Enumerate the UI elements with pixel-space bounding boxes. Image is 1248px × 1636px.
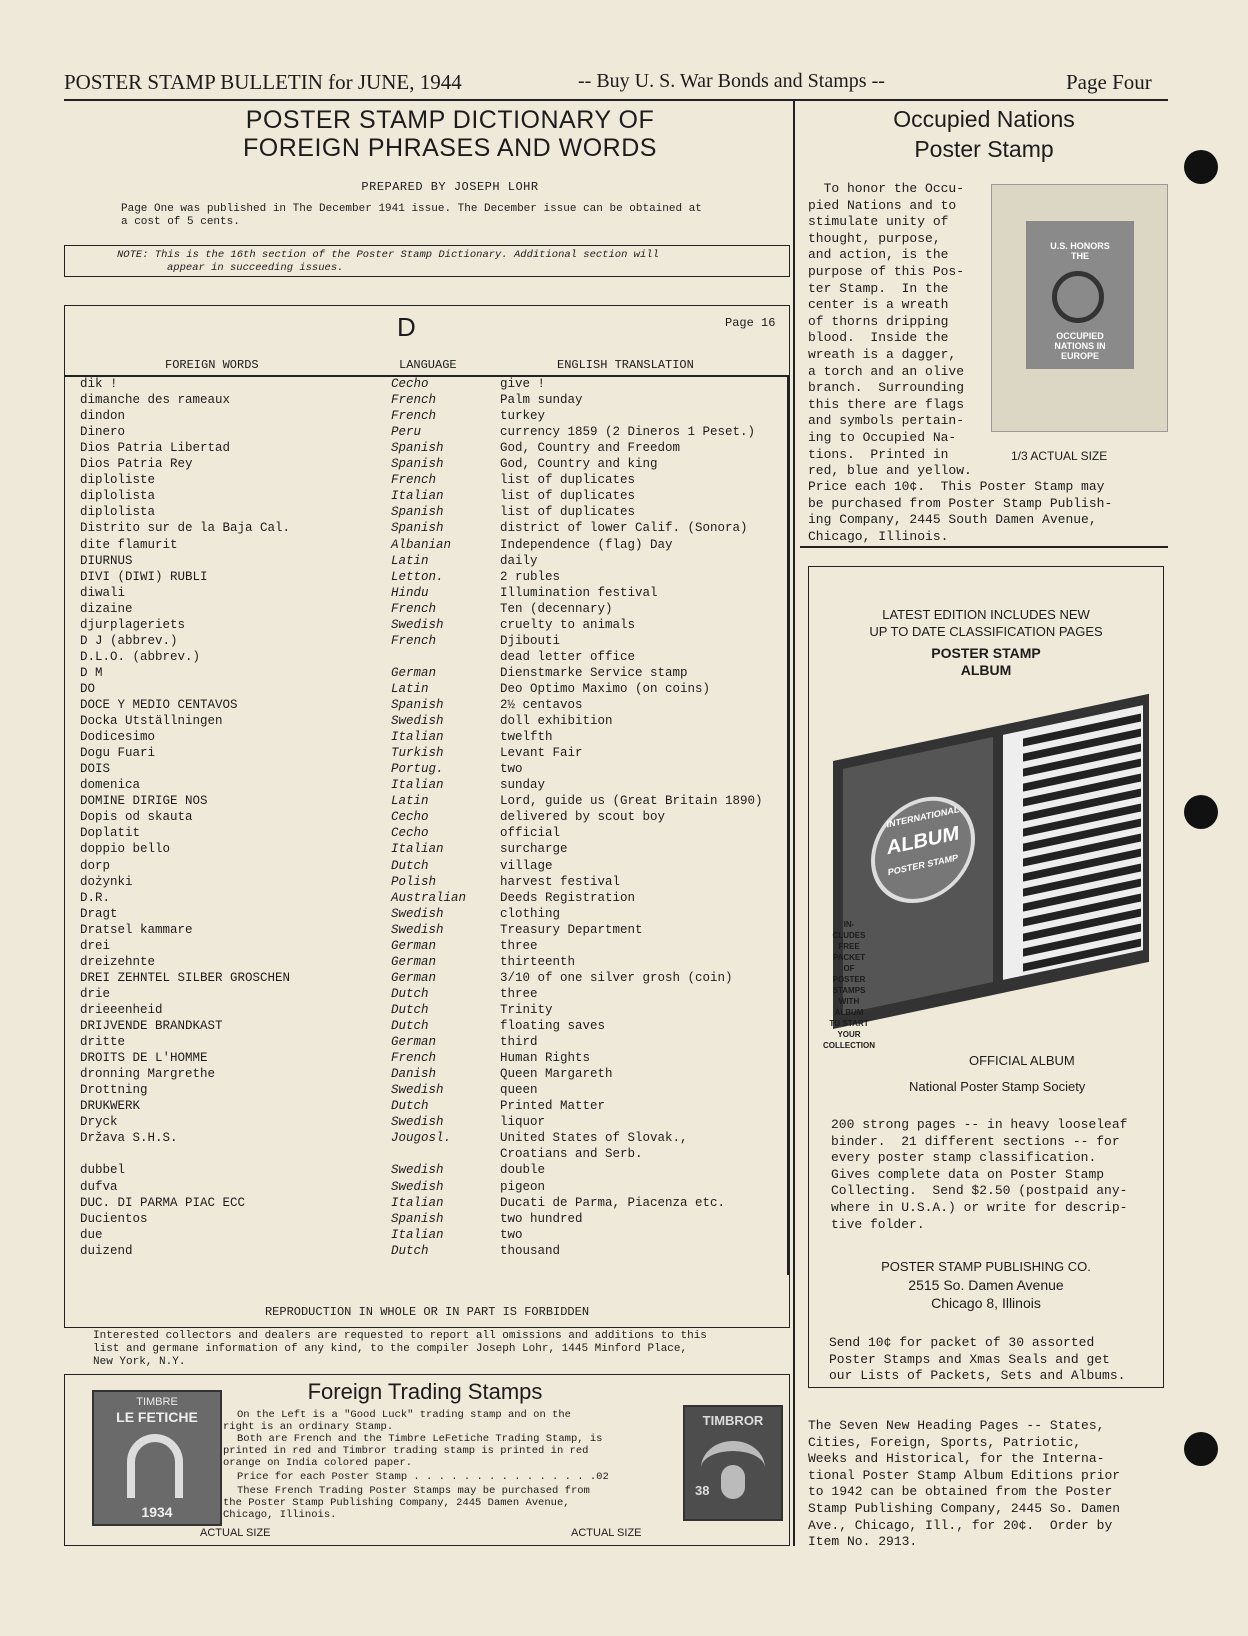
- entry-language: Swedish: [391, 922, 444, 937]
- entry-translation: doll exhibition: [500, 714, 613, 729]
- note-line1: NOTE: This is the 16th section of the Poster Stamp Dictionary. Additional section will: [117, 249, 659, 261]
- footer-line2: list and germane information of any kind, to the compiler Joseph Lohr, 1445 Minford Place,: [93, 1343, 688, 1355]
- entry-translation: Printed Matter: [500, 1099, 606, 1114]
- occupied-text-line: wreath is a dagger,: [808, 346, 957, 362]
- album-desc-line: where in U.S.A.) or write for descrip-: [831, 1199, 1128, 1215]
- entry-translation: surcharge: [500, 842, 568, 857]
- album-cover-line3: POSTER STAMP: [887, 852, 959, 878]
- entry-word: diplolista: [80, 489, 156, 504]
- entry-word: djurplageriets: [80, 617, 186, 632]
- entry-word: DRIJVENDE BRANDKAST: [80, 1019, 223, 1033]
- album-packet-line: Poster Stamps and Xmas Seals and get: [829, 1351, 1110, 1367]
- heading-pages-line: Cities, Foreign, Sports, Patriotic,: [808, 1434, 1082, 1450]
- entry-language: Swedish: [391, 617, 444, 632]
- entry-language: Swedish: [391, 1115, 444, 1130]
- occupied-text-line: thought, purpose,: [808, 230, 941, 246]
- entry-word: D.R.: [80, 890, 111, 905]
- entry-language: Swedish: [391, 1179, 444, 1194]
- footer-line3: New York, N.Y.: [93, 1356, 186, 1368]
- album-cover-line1: INTERNATIONAL: [886, 804, 960, 830]
- album-packet-line: our Lists of Packets, Sets and Albums.: [829, 1368, 1126, 1384]
- trading-p2-line3: orange on India colored paper.: [223, 1457, 413, 1469]
- entry-word: Docka Utställningen: [80, 714, 223, 729]
- entry-word: DREI ZEHNTEL SILBER GROSCHEN: [80, 970, 291, 985]
- entry-translation: Lord, guide us (Great Britain 1890): [500, 794, 763, 809]
- entry-word: diplolista: [80, 505, 156, 520]
- entry-translation: cruelty to animals: [500, 617, 636, 632]
- album-company: POSTER STAMP PUBLISHING CO.: [881, 1259, 1091, 1274]
- footer-line1: Interested collectors and dealers are requested to report all omissions and additions to this: [93, 1330, 707, 1342]
- entry-language: Cecho: [391, 377, 429, 391]
- entry-language: Spanish: [391, 441, 444, 456]
- includes-line: TO START: [829, 1019, 869, 1028]
- dictionary-title-line2: FOREIGN PHRASES AND WORDS: [243, 134, 657, 162]
- le-fetiche-year: 1934: [141, 1504, 173, 1520]
- entry-word: dindon: [80, 409, 126, 424]
- actual-size-left: ACTUAL SIZE: [200, 1527, 271, 1539]
- entry-language: Dutch: [391, 1099, 429, 1114]
- page-label: Page 16: [725, 316, 776, 330]
- occupied-price-line: be purchased from Poster Stamp Publish-: [808, 495, 1113, 511]
- album-desc-line: 200 strong pages -- in heavy looseleaf: [831, 1117, 1128, 1132]
- includes-line: STAMPS: [832, 986, 866, 995]
- column-divider: [793, 99, 795, 1546]
- entry-translation: two: [500, 1227, 523, 1242]
- binder-hole-top: [1184, 150, 1218, 184]
- entry-language: Spanish: [391, 505, 444, 520]
- entry-word: domenica: [80, 778, 141, 793]
- entry-translation: Deeds Registration: [500, 890, 636, 905]
- entry-word: DO: [80, 681, 96, 696]
- entry-word: Doplatit: [80, 826, 141, 841]
- entry-translation: Dienstmarke Service stamp: [500, 665, 688, 680]
- entry-language: German: [391, 970, 437, 985]
- entry-translation: dead letter office: [500, 649, 636, 664]
- occupied-title-line1: Occupied Nations: [893, 106, 1075, 132]
- entry-language: Italian: [391, 1195, 444, 1210]
- occupied-purchase-info: [808, 479, 1112, 545]
- entry-language: Latin: [391, 553, 429, 568]
- album-desc-line: every poster stamp classification.: [831, 1150, 1097, 1166]
- entry-word: Dios Patria Rey: [80, 457, 193, 472]
- entry-language: French: [391, 601, 437, 616]
- entry-word: dufva: [80, 1179, 118, 1194]
- album-cover-line2: ALBUM: [886, 822, 960, 860]
- trading-p1-line1: On the Left is a "Good Luck" trading stamp and on the: [237, 1409, 571, 1421]
- entry-translation: floating saves: [500, 1019, 606, 1033]
- entry-language: Dutch: [391, 858, 429, 873]
- entry-word: DROITS DE L'HOMME: [80, 1051, 208, 1066]
- trading-p3-line2: the Poster Stamp Publishing Company, 2445 Damen Avenue,: [223, 1497, 570, 1509]
- trading-p1-line2: right is an ordinary Stamp.: [223, 1421, 394, 1433]
- occupied-stamp-caption: 1/3 ACTUAL SIZE: [1011, 449, 1108, 463]
- entry-translation: list of duplicates: [500, 473, 636, 488]
- album-address2: Chicago 8, Illinois: [931, 1295, 1041, 1311]
- entry-translation: district of lower Calif. (Sonora): [500, 521, 748, 536]
- album-packet-offer: [829, 1335, 1125, 1385]
- album-head-line2: UP TO DATE CLASSIFICATION PAGES: [869, 624, 1103, 639]
- entry-translation: Levant Fair: [500, 746, 583, 761]
- binder-hole-bottom: [1184, 1432, 1218, 1466]
- entry-language: French: [391, 409, 437, 424]
- entry-language: Italian: [391, 842, 444, 857]
- header-publication: POSTER STAMP BULLETIN for JUNE, 1944: [64, 70, 462, 94]
- column-header-language: LANGUAGE: [399, 358, 457, 372]
- entry-translation: Trinity: [500, 1002, 553, 1017]
- entry-translation: Palm sunday: [500, 393, 583, 408]
- actual-size-right: ACTUAL SIZE: [571, 1527, 642, 1539]
- entry-word: Dragt: [80, 906, 118, 921]
- entry-translation: Ten (decennary): [500, 601, 613, 616]
- entry-word: D.L.O. (abbrev.): [80, 649, 201, 664]
- album-includes-note: [809, 919, 889, 1051]
- occupied-price-line: ing Company, 2445 South Damen Avenue,: [808, 512, 1097, 528]
- timbror-name: TIMBROR: [702, 1413, 764, 1428]
- occupied-divider: [800, 546, 1168, 548]
- album-head-line1: LATEST EDITION INCLUDES NEW: [882, 607, 1090, 622]
- occupied-price-line: Chicago, Illinois.: [808, 528, 949, 544]
- occupied-text-line: tions. Printed in: [808, 446, 949, 462]
- entry-translation: Queen Margareth: [500, 1067, 613, 1082]
- entry-word: D J (abbrev.): [80, 633, 178, 648]
- occupied-text-line: ing to Occupied Na-: [808, 429, 957, 445]
- entry-word: dik !: [80, 377, 118, 391]
- entry-language: Dutch: [391, 1019, 429, 1033]
- entry-translation: 2½ centavos: [500, 698, 583, 712]
- timbror-number: 38: [695, 1483, 710, 1498]
- entry-word: DUC. DI PARMA PIAC ECC: [80, 1195, 246, 1210]
- entry-word: Drottning: [80, 1083, 148, 1098]
- header-page-number: Page Four: [1066, 70, 1152, 94]
- entry-language: Dutch: [391, 986, 429, 1001]
- entry-language: Swedish: [391, 1163, 444, 1178]
- includes-line: POSTER: [832, 975, 866, 984]
- entry-word: DOMINE DIRIGE NOS: [80, 794, 208, 809]
- entry-word: Dios Patria Libertad: [80, 441, 231, 456]
- heading-pages-line: to 1942 can be obtained from the Poster: [808, 1484, 1113, 1500]
- trading-stamps-box: [64, 1374, 790, 1546]
- occupied-text-line: pied Nations and to: [808, 197, 957, 213]
- occupied-text-line: this there are flags: [808, 396, 965, 412]
- entry-language: German: [391, 665, 437, 680]
- head-icon: [721, 1465, 745, 1499]
- trading-title: Foreign Trading Stamps: [307, 1379, 543, 1404]
- occupied-text-line: purpose of this Pos-: [808, 263, 965, 279]
- entry-translation: Human Rights: [500, 1051, 591, 1066]
- entry-word: DRUKWERK: [80, 1099, 141, 1114]
- entry-translation: queen: [500, 1083, 538, 1098]
- occupied-text-line: a torch and an olive: [808, 363, 965, 379]
- entry-translation: three: [500, 938, 538, 953]
- occupied-price-line: Price each 10¢. This Poster Stamp may: [808, 479, 1105, 494]
- entry-word: due: [80, 1227, 103, 1242]
- entry-translation: Ducati de Parma, Piacenza etc.: [500, 1195, 726, 1210]
- entry-language: Spanish: [391, 521, 444, 536]
- entry-word: drei: [80, 938, 111, 953]
- entry-language: Jougosl.: [391, 1131, 452, 1146]
- entry-translation: clothing: [500, 906, 561, 921]
- entry-translation: Djibouti: [500, 633, 561, 648]
- entry-word: dreizehnte: [80, 954, 156, 969]
- entry-translation: Croatians and Serb.: [500, 1147, 643, 1162]
- entry-translation: God, Country and Freedom: [500, 441, 681, 456]
- entry-word: dorp: [80, 858, 111, 873]
- includes-line: OF: [843, 964, 855, 973]
- entry-translation: United States of Slovak.,: [500, 1131, 688, 1146]
- album-official: OFFICIAL ALBUM: [969, 1053, 1075, 1068]
- header-slogan: -- Buy U. S. War Bonds and Stamps --: [578, 70, 885, 92]
- entry-translation: God, Country and king: [500, 457, 658, 472]
- entry-translation: thousand: [500, 1243, 561, 1258]
- entry-word: DIURNUS: [80, 553, 133, 568]
- heading-pages-line: The Seven New Heading Pages -- States,: [808, 1418, 1105, 1433]
- entry-translation: three: [500, 986, 538, 1001]
- album-desc-line: tive folder.: [831, 1216, 925, 1232]
- entry-translation: Independence (flag) Day: [500, 537, 673, 552]
- entry-word: duizend: [80, 1243, 133, 1258]
- includes-line: YOUR: [837, 1030, 861, 1039]
- entry-language: Portug.: [391, 762, 444, 777]
- le-fetiche-top: TIMBRE: [136, 1396, 178, 1408]
- trading-p2-line2: printed in red and Timbror trading stamp is printed in red: [223, 1445, 589, 1457]
- entry-translation: liquor: [500, 1115, 546, 1130]
- column-header-english: ENGLISH TRANSLATION: [557, 358, 694, 372]
- entry-translation: twelfth: [500, 730, 553, 745]
- entry-translation: turkey: [500, 409, 546, 424]
- trading-p3-line1: These French Trading Poster Stamps may be purchased from: [237, 1485, 590, 1497]
- includes-line: IN-: [843, 920, 855, 929]
- entry-translation: sunday: [500, 778, 546, 793]
- entry-word: Dodicesimo: [80, 730, 156, 745]
- wreath-icon: [1052, 271, 1104, 323]
- entry-language: Cecho: [391, 810, 429, 825]
- entry-word: DOIS: [80, 762, 111, 777]
- entry-word: diwali: [80, 585, 126, 600]
- entry-word: dritte: [80, 1035, 126, 1050]
- occupied-text-line: blood. Inside the: [808, 330, 949, 346]
- entry-word: Dinero: [80, 425, 126, 440]
- entry-word: DOCE Y MEDIO CENTAVOS: [80, 698, 238, 712]
- includes-line: FREE: [838, 942, 860, 951]
- le-fetiche-name: LE FETICHE: [116, 1409, 198, 1425]
- entry-language: Italian: [391, 730, 444, 745]
- entry-word: Država S.H.S.: [80, 1131, 178, 1146]
- entry-word: doppio bello: [80, 842, 171, 857]
- entry-translation: give !: [500, 377, 546, 391]
- heading-pages-line: Stamp Publishing Company, 2445 So. Damen: [808, 1500, 1121, 1516]
- occupied-title-line2: Poster Stamp: [914, 136, 1054, 162]
- trading-p2-line1: Both are French and the Timbre LeFetiche Trading Stamp, is: [237, 1433, 603, 1445]
- entry-translation: 3/10 of one silver grosh (coin): [500, 970, 733, 985]
- timbror-stamp: [683, 1405, 783, 1521]
- entry-word: Dogu Fuari: [80, 746, 156, 761]
- entry-language: German: [391, 954, 437, 969]
- horseshoe-icon: [127, 1434, 183, 1498]
- entry-language: Spanish: [391, 1211, 444, 1226]
- occupied-text-line: To honor the Occu-: [808, 181, 965, 196]
- occupied-nations-stamp: [991, 184, 1168, 432]
- entry-language: Spanish: [391, 457, 444, 472]
- entry-language: Latin: [391, 681, 429, 696]
- dictionary-byline: PREPARED BY JOSEPH LOHR: [361, 180, 539, 194]
- entry-word: D M: [80, 665, 103, 680]
- includes-line: COLLECTION: [823, 1041, 875, 1050]
- entry-word: DIVI (DIWI) RUBLI: [80, 569, 208, 584]
- entry-language: German: [391, 938, 437, 953]
- trading-text: [223, 1409, 643, 1521]
- le-fetiche-stamp: [92, 1390, 222, 1526]
- entry-word: dizaine: [80, 601, 133, 616]
- heading-pages-line: Ave., Chicago, Ill., for 20¢. Order by: [808, 1517, 1113, 1533]
- entry-language: Latin: [391, 794, 429, 809]
- entry-language: French: [391, 473, 437, 488]
- entry-language: Spanish: [391, 698, 444, 712]
- entry-language: Dutch: [391, 1002, 429, 1017]
- entry-translation: Deo Optimo Maximo (on coins): [500, 681, 711, 696]
- entry-word: diploliste: [80, 473, 156, 488]
- stamp-bottom-text: OCCUPIED NATIONS IN EUROPE: [1054, 331, 1106, 361]
- album-description: [831, 1117, 1127, 1233]
- trading-p3-line3: Chicago, Illinois.: [223, 1509, 337, 1521]
- occupied-text-line: branch. Surrounding: [808, 380, 965, 396]
- entry-word: dite flamurit: [80, 537, 178, 552]
- entry-translation: official: [500, 826, 561, 841]
- entry-word: dimanche des rameaux: [80, 393, 231, 408]
- column-header-foreign: FOREIGN WORDS: [165, 358, 259, 372]
- entry-language: Dutch: [391, 1243, 429, 1258]
- entry-word: dubbel: [80, 1163, 126, 1178]
- album-name-line2: ALBUM: [960, 662, 1012, 678]
- includes-line: CLUDES: [832, 931, 866, 940]
- entry-language: Swedish: [391, 714, 444, 729]
- entry-word: Ducientos: [80, 1211, 148, 1226]
- album-index-tabs: [1003, 705, 1143, 980]
- entry-word: Dratsel kammare: [80, 922, 193, 937]
- entry-language: Letton.: [391, 569, 444, 584]
- occupied-text-line: and action, is the: [808, 247, 949, 263]
- album-desc-line: Collecting. Send $2.50 (postpaid any-: [831, 1183, 1128, 1199]
- occupied-description: [808, 181, 972, 480]
- entry-language: Swedish: [391, 1083, 444, 1098]
- note-box: [64, 245, 790, 277]
- dictionary-title-line1: POSTER STAMP DICTIONARY OF: [245, 106, 655, 134]
- album-society: National Poster Stamp Society: [909, 1079, 1086, 1094]
- entry-word: Dryck: [80, 1115, 118, 1130]
- heading-pages-notice: [808, 1418, 1120, 1551]
- entry-translation: thirteenth: [500, 954, 576, 969]
- entry-language: German: [391, 1035, 437, 1050]
- entry-word: drieeenheid: [80, 1002, 163, 1017]
- entry-language: Cecho: [391, 826, 429, 841]
- occupied-text-line: of thorns dripping: [808, 313, 949, 329]
- heading-pages-line: Weeks and Historical, for the Interna-: [808, 1451, 1105, 1467]
- note-line2: appear in succeeding issues.: [167, 262, 344, 274]
- section-letter: D: [397, 312, 416, 342]
- heading-pages-line: tional Poster Stamp Album Editions prior: [808, 1467, 1121, 1483]
- entry-translation: Illumination festival: [500, 585, 658, 600]
- entry-language: Danish: [391, 1067, 437, 1082]
- entry-translation: double: [500, 1163, 546, 1178]
- entry-translation: third: [500, 1035, 538, 1050]
- dictionary-box: [64, 305, 790, 1328]
- header-rule: [64, 99, 1168, 101]
- entry-translation: pigeon: [500, 1179, 546, 1194]
- stamp-top-text: U.S. HONORS THE: [1050, 241, 1110, 261]
- binder-hole-middle: [1184, 795, 1218, 829]
- trading-price: Price for each Poster Stamp . . . . . . . . . . . . . . .02: [237, 1471, 609, 1483]
- entry-translation: delivered by scout boy: [500, 810, 666, 825]
- album-name-line1: POSTER STAMP: [931, 645, 1041, 661]
- entry-language: Italian: [391, 778, 444, 793]
- entry-translation: village: [500, 858, 553, 873]
- entry-language: Swedish: [391, 906, 444, 921]
- reproduction-notice: REPRODUCTION IN WHOLE OR IN PART IS FORBIDDEN: [264, 1305, 590, 1319]
- entry-word: dożynki: [80, 874, 133, 889]
- table-right-border: [787, 375, 789, 1275]
- heading-pages-line: Item No. 2913.: [808, 1534, 918, 1550]
- entry-language: Italian: [391, 1227, 444, 1242]
- entry-language: French: [391, 1051, 437, 1066]
- includes-line: WITH: [838, 997, 860, 1006]
- entry-word: dronning Margrethe: [80, 1067, 216, 1082]
- entry-language: Australian: [391, 890, 467, 905]
- entry-translation: 2 rubles: [500, 569, 561, 584]
- occupied-text-line: red, blue and yellow.: [808, 463, 972, 479]
- dictionary-intro-line1: Page One was published in The December 1941 issue. The December issue can be obtained at: [121, 203, 702, 215]
- entry-translation: daily: [500, 553, 538, 568]
- entry-language: Turkish: [391, 746, 444, 761]
- album-ad-box: [808, 566, 1164, 1388]
- entry-language: Albanian: [391, 537, 452, 552]
- album-desc-line: binder. 21 different sections -- for: [831, 1133, 1120, 1149]
- entry-language: Polish: [391, 874, 437, 889]
- entry-word: Distrito sur de la Baja Cal.: [80, 521, 291, 536]
- album-address1: 2515 So. Damen Avenue: [908, 1277, 1064, 1293]
- album-packet-line: Send 10¢ for packet of 30 assorted: [829, 1335, 1095, 1350]
- includes-line: PACKET: [832, 953, 866, 962]
- entry-translation: currency 1859 (2 Dineros 1 Peset.): [500, 425, 756, 440]
- dictionary-intro-line2: a cost of 5 cents.: [121, 216, 240, 228]
- occupied-text-line: stimulate unity of: [808, 214, 949, 230]
- entry-word: Dopis od skauta: [80, 810, 193, 825]
- entry-language: Hindu: [391, 585, 429, 600]
- entry-translation: list of duplicates: [500, 505, 636, 520]
- entry-translation: harvest festival: [500, 874, 621, 889]
- album-desc-line: Gives complete data on Poster Stamp: [831, 1166, 1105, 1182]
- entry-language: French: [391, 633, 437, 648]
- entry-translation: list of duplicates: [500, 489, 636, 504]
- entry-language: Peru: [391, 425, 422, 440]
- includes-line: ALBUM: [834, 1008, 864, 1017]
- entry-translation: Treasury Department: [500, 922, 643, 937]
- entry-language: Italian: [391, 489, 444, 504]
- occupied-text-line: ter Stamp. In the: [808, 280, 949, 296]
- entry-translation: two: [500, 762, 523, 777]
- entry-word: drie: [80, 986, 111, 1001]
- occupied-text-line: and symbols pertain-: [808, 413, 965, 429]
- occupied-text-line: center is a wreath: [808, 297, 949, 313]
- entry-translation: two hundred: [500, 1211, 583, 1226]
- entry-language: French: [391, 393, 437, 408]
